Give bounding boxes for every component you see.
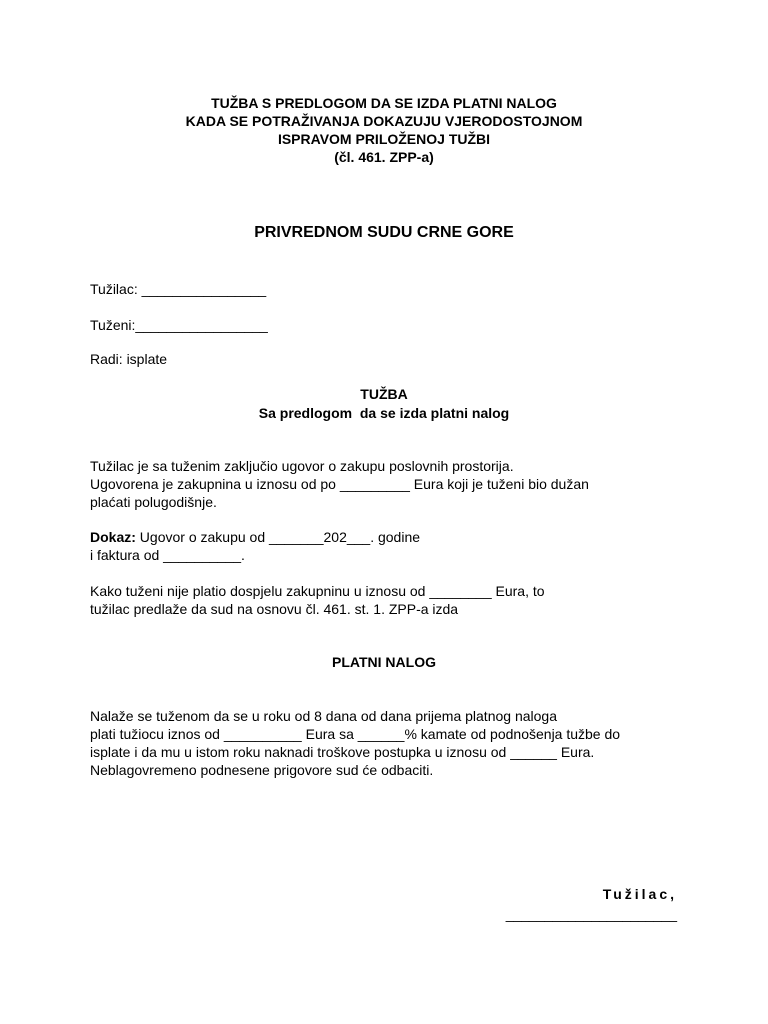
body-paragraph-1-line-3: plaćati polugodišnje. — [90, 494, 217, 510]
lawsuit-title: TUŽBA — [360, 386, 408, 402]
evidence-line-2: i faktura od __________. — [90, 547, 245, 563]
document-title-line-3: ISPRAVOM PRILOŽENOJ TUŽBI — [277, 131, 491, 147]
defendant-line: Tuženi:_________________ — [90, 317, 268, 333]
evidence-text: Ugovor o zakupu od _______202___. godine — [135, 529, 421, 545]
subject-line: Radi: isplate — [90, 351, 168, 367]
body-paragraph-2-line-2: tužilac predlaže da sud na osnovu čl. 461. st. 1. ZPP-a izda — [90, 601, 459, 617]
body-paragraph-2-line-1: Kako tuženi nije platio dospjelu zakupninu u iznosu od ________ Eura, to — [90, 583, 545, 599]
payment-order-title: PLATNI NALOG — [332, 654, 436, 670]
document-title-line-4: (čl. 461. ZPP-a) — [334, 149, 434, 165]
signature-title: Tužilac, — [602, 886, 677, 902]
evidence-label: Dokaz: — [90, 529, 136, 545]
evidence-line-1 — [90, 528, 420, 546]
body-paragraph-1-line-2: Ugovorena je zakupnina u iznosu od po _________ Eura koji je tuženi bio dužan — [90, 476, 589, 492]
order-line-3: isplate i da mu u istom roku naknadi troškove postupka u iznosu od ______ Eura. — [90, 744, 595, 760]
body-paragraph-1-line-1: Tužilac je sa tuženim zaključio ugovor o zakupu poslovnih prostorija. — [90, 458, 514, 474]
order-line-4: Neblagovremeno podnesene prigovore sud će odbaciti. — [90, 762, 434, 778]
signature-line: ______________________ — [505, 906, 677, 922]
lawsuit-subtitle: Sa predlogom da se izda platni nalog — [258, 405, 510, 421]
court-name: PRIVREDNOM SUDU CRNE GORE — [254, 224, 514, 241]
document-title-line-2: KADA SE POTRAŽIVANJA DOKAZUJU VJERODOSTOJNOM — [185, 113, 583, 129]
order-line-2: plati tužiocu iznos od __________ Eura sa ______% kamate od podnošenja tužbe do — [90, 726, 621, 742]
document-title-line-1: TUŽBA S PREDLOGOM DA SE IZDA PLATNI NALOG — [211, 95, 557, 111]
order-line-1: Nalaže se tuženom da se u roku od 8 dana od dana prijema platnog naloga — [90, 708, 557, 724]
plaintiff-line: Tužilac: ________________ — [90, 281, 267, 297]
